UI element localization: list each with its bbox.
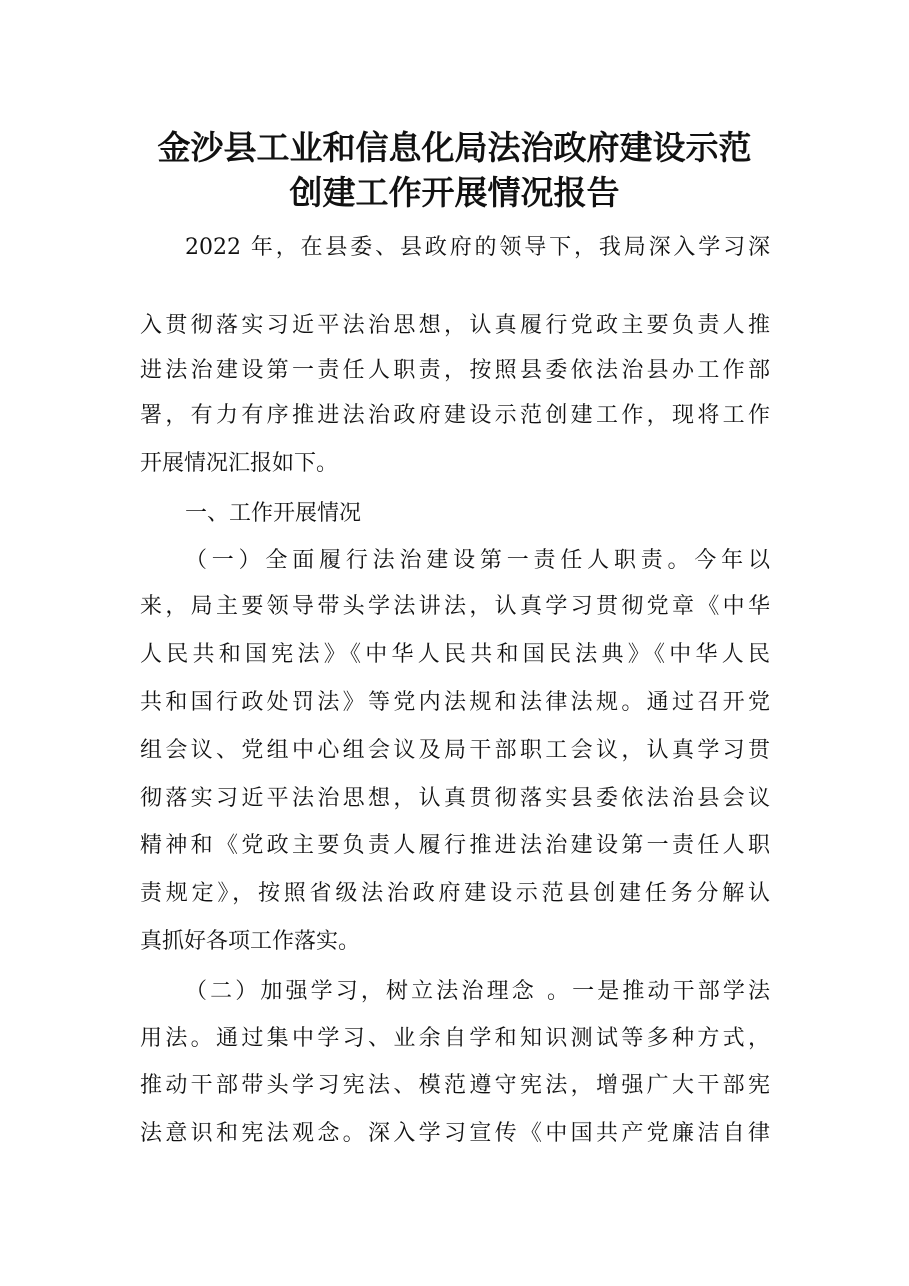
sub2-line-2: 用法。通过集中学习、业余自学和知识测试等多种方式， bbox=[140, 1026, 770, 1051]
sub1-line-6: 彻落实习近平法治思想，认真贯彻落实县委依法治县会议 bbox=[140, 786, 770, 811]
intro-line-3: 进法治建设第一责任人职责，按照县委依法治县办工作部 bbox=[140, 358, 770, 383]
document-title-line-1: 金沙县工业和信息化局法治政府建设示范 bbox=[157, 128, 752, 167]
sub2-line-4: 法意识和宪法观念。深入学习宣传《中国共产党廉洁自律 bbox=[140, 1121, 770, 1146]
sub1-line-1: （一）全面履行法治建设第一责任人职责。今年以 bbox=[185, 548, 770, 573]
intro-line-4: 署，有力有序推进法治政府建设示范创建工作，现将工作 bbox=[140, 403, 770, 428]
sub1-line-2: 来，局主要领导带头学法讲法，认真学习贯彻党章《中华 bbox=[140, 594, 770, 619]
sub1-line-8: 责规定》，按照省级法治政府建设示范县创建任务分解认 bbox=[140, 881, 770, 906]
intro-line-5: 开展情况汇报如下。 bbox=[140, 451, 339, 476]
sub1-line-4: 共和国行政处罚法》等党内法规和法律法规。通过召开党 bbox=[140, 690, 770, 715]
sub1-line-5: 组会议、党组中心组会议及局干部职工会议，认真学习贯 bbox=[140, 738, 770, 763]
sub1-line-7: 精神和《党政主要负责人履行推进法治建设第一责任人职 bbox=[140, 833, 770, 858]
section-heading: 一、工作开展情况 bbox=[185, 501, 362, 526]
intro-line-1: 2022 年，在县委、县政府的领导下，我局深入学习深 bbox=[185, 235, 770, 260]
sub1-line-9: 真抓好各项工作落实。 bbox=[140, 929, 361, 954]
intro-line-2: 入贯彻落实习近平法治思想，认真履行党政主要负责人推 bbox=[140, 313, 770, 338]
sub2-line-3: 推动干部带头学习宪法、模范遵守宪法，增强广大干部宪 bbox=[140, 1073, 770, 1098]
sub1-line-3: 人民共和国宪法》《中华人民共和国民法典》《中华人民 bbox=[140, 642, 770, 667]
sub2-line-1: （二）加强学习，树立法治理念 。一是推动干部学法 bbox=[185, 979, 770, 1004]
document-title-line-2: 创建工作开展情况报告 bbox=[289, 173, 620, 212]
